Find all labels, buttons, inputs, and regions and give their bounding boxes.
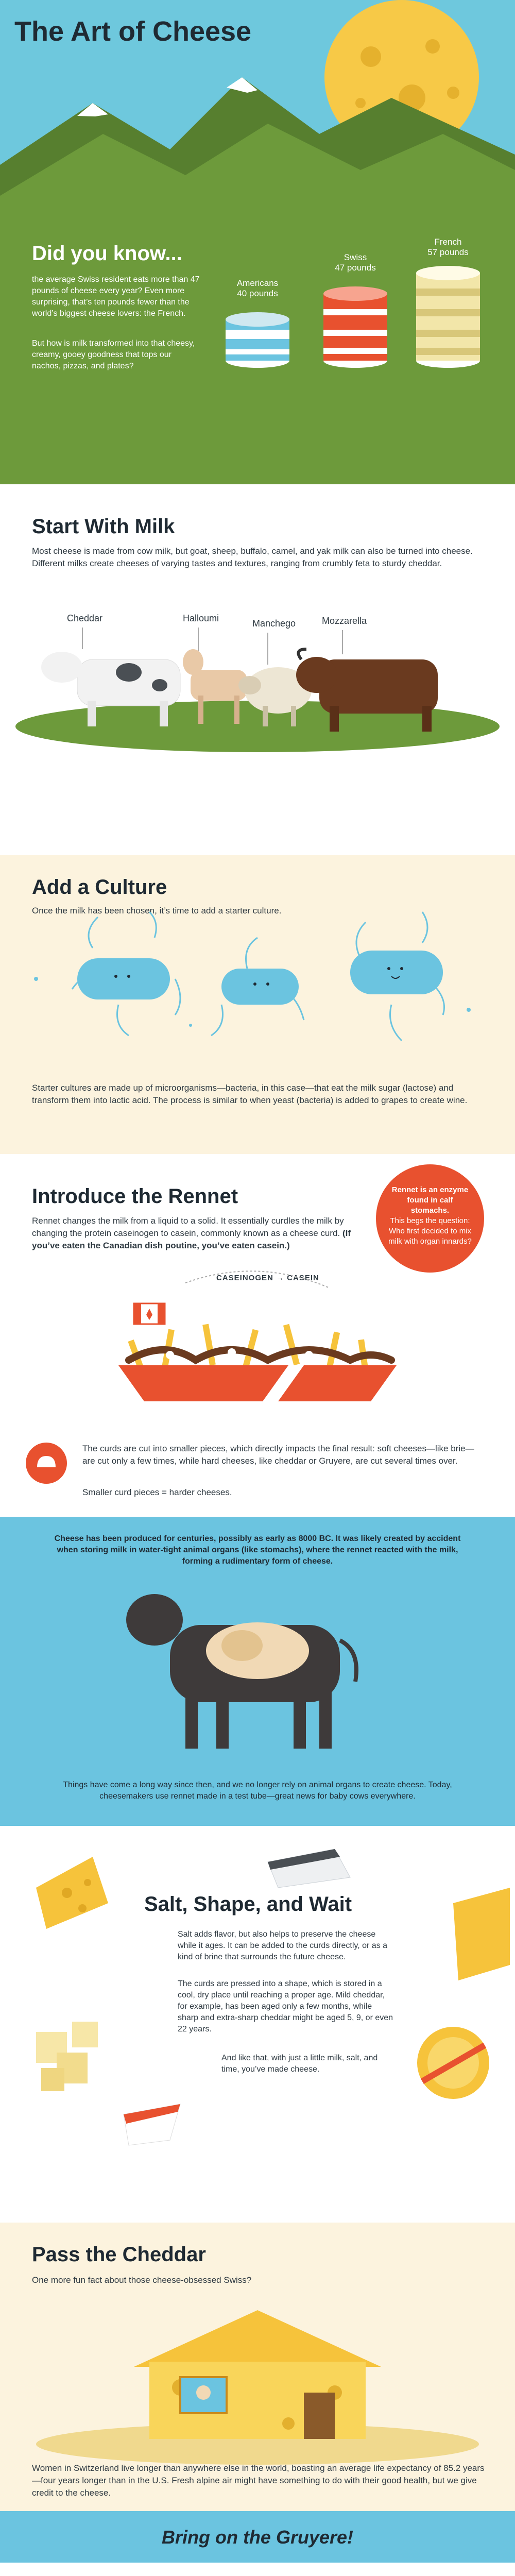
banner-section: [0, 2511, 515, 2563]
salt-paragraph-3: And like that, with just a little milk, salt, and time, you’ve made cheese.: [221, 2054, 378, 2074]
milk-text: Most cheese is made from cow milk, but goat, sheep, buffalo, camel, and yak milk can also be turned into cheese. Different milks create cheeses of varying tastes and textures, ranging from crumbly feta to sturdy cheddar.: [32, 546, 473, 568]
cheese-cubes-icon: [36, 2022, 98, 2091]
history-section: [0, 1517, 515, 1826]
culture-section: [0, 855, 515, 1154]
stack-country-label: Americans: [236, 278, 279, 288]
blue-cheese-icon: [268, 1849, 350, 1888]
milk-section: [0, 484, 515, 855]
milk-heading: Start With Milk: [32, 515, 175, 538]
gouda-wheel-icon: [417, 2027, 489, 2099]
cheese-chalet-icon: [134, 2310, 381, 2439]
french-cheese-stack-icon: [416, 266, 480, 368]
rennet-callout-text: This begs the question: Who first decided to mix milk with organ innards?: [388, 1216, 472, 1246]
salt-heading: Salt, Shape, and Wait: [144, 1893, 352, 1916]
intro-paragraph-2: But how is milk transformed into that cheesy, creamy, gooey goodness that tops our nachos, pizzas, and plates?: [32, 339, 195, 370]
page-title: The Art of Cheese: [14, 16, 252, 47]
history-lead: Cheese has been produced for centuries, possibly as early as 8000 BC. It was likely created by accident when storing milk in water-tight animal organs (like stomachs), where the rennet reacted with the milk, forming a rudimentary form of cheese.: [54, 1534, 461, 1566]
stack-amount-label: 57 pounds: [427, 247, 469, 257]
animal-label-manchego: Manchego: [252, 618, 296, 629]
cheeses-illustration: [0, 1826, 515, 2223]
swiss-cheese-stack-icon: [323, 286, 387, 368]
rennet-section: [0, 1154, 515, 1517]
culture-lead: Once the milk has been chosen, it’s time to add a starter culture.: [32, 906, 282, 916]
rennet-text-body: Rennet changes the milk from a liquid to a solid. It essentially curdles the milk by changing the protein caseinogen to casein, commonly known as a cheese curd.: [32, 1216, 344, 1238]
bacterium-icon: [221, 969, 299, 1005]
salt-paragraph-1: Salt adds flavor, but also helps to preserve the cheese while it ages. It can be added to the curds directly, or as a kind of brine that surrounds the future cheese.: [178, 1930, 388, 1961]
intro-heading: Did you know...: [32, 242, 182, 265]
bacteria-illustration: [0, 855, 515, 1154]
curds-text: The curds are cut into smaller pieces, which directly impacts the final result: soft cheeses—like brie—are cut only a few times, while hard cheeses, like cheddar or Gruyere, are cut several times over.: [82, 1444, 474, 1466]
intro-paragraph-1: the average Swiss resident eats more than 47 pounds of cheese every year? Even more surprising, that’s ten pounds fewer than the world’s biggest cheese lovers: the French.: [32, 275, 200, 318]
animal-label-halloumi: Halloumi: [183, 613, 219, 623]
rennet-callout-bold: Rennet is an enzyme found in calf stomachs.: [391, 1185, 469, 1215]
stack-country-label: Swiss: [344, 252, 367, 262]
cheddar-section: [0, 2223, 515, 2511]
yellow-wedge-icon: [453, 1888, 510, 1980]
hero-section: [0, 0, 515, 237]
footer-section: [0, 2563, 515, 2576]
person-icon: [196, 2385, 211, 2400]
salt-section: [0, 1826, 515, 2223]
cheese-stacks-icon: [0, 237, 515, 484]
bacterium-icon: [350, 951, 443, 994]
rennet-text-bold: (If you’ve eaten the Canadian dish poutine, you’ve eaten casein.): [32, 1228, 351, 1250]
bacterium-icon: [77, 958, 170, 999]
animal-label-cheddar: Cheddar: [67, 613, 103, 623]
culture-text: Starter cultures are made up of microorganisms—bacteria, in this case—that eat the milk sugar (lactose) and transform them into lactic acid. The process is similar to when yeast (bacteria) is added to grapes to create wine.: [32, 1083, 468, 1105]
rennet-heading: Introduce the Rennet: [32, 1185, 238, 1208]
banner-text: Bring on the Gruyere!: [161, 2527, 354, 2548]
american-cheese-stack-icon: [226, 312, 289, 368]
history-text: Things have come a long way since then, and we no longer rely on animal organs to create cheese. Today, cheesemakers use rennet made in a test tube—great news for baby cows everywhere.: [63, 1781, 452, 1801]
stack-amount-label: 40 pounds: [237, 289, 278, 298]
salt-paragraph-2: The curds are pressed into a shape, which is stored in a cool, dry place until reaching a proper age. Mild cheddar, for example, has been aged only a few months, while sharp and extra-sharp cheddar might be aged 5, 9, or even 22 years.: [178, 1979, 393, 2033]
animals-illustration: [0, 484, 515, 855]
caseinogen-casein-label: CASEINOGEN → CASEIN: [216, 1274, 319, 1282]
brie-icon: [124, 2104, 180, 2145]
cheddar-text: Women in Switzerland live longer than anywhere else in the world, boasting an average life expectancy of 85.2 years—four years longer than in the U.S. Fresh alpine air might have something to do with their good health, but we give credit to the cheese.: [32, 2463, 485, 2498]
cheddar-heading: Pass the Cheddar: [32, 2243, 206, 2266]
animal-label-mozzarella: Mozzarella: [322, 616, 367, 626]
door-icon: [304, 2393, 335, 2439]
stack-country-label: French: [434, 237, 462, 247]
culture-heading: Add a Culture: [32, 876, 167, 899]
swiss-wedge-icon: [36, 1857, 108, 1929]
cheddar-lead: One more fun fact about those cheese-obsessed Swiss?: [32, 2275, 252, 2285]
curds-text-2: Smaller curd pieces = harder cheeses.: [82, 1487, 232, 1497]
stack-amount-label: 47 pounds: [335, 263, 376, 273]
intro-section: [0, 237, 515, 484]
poutine-bowl-icon: [118, 1365, 397, 1401]
